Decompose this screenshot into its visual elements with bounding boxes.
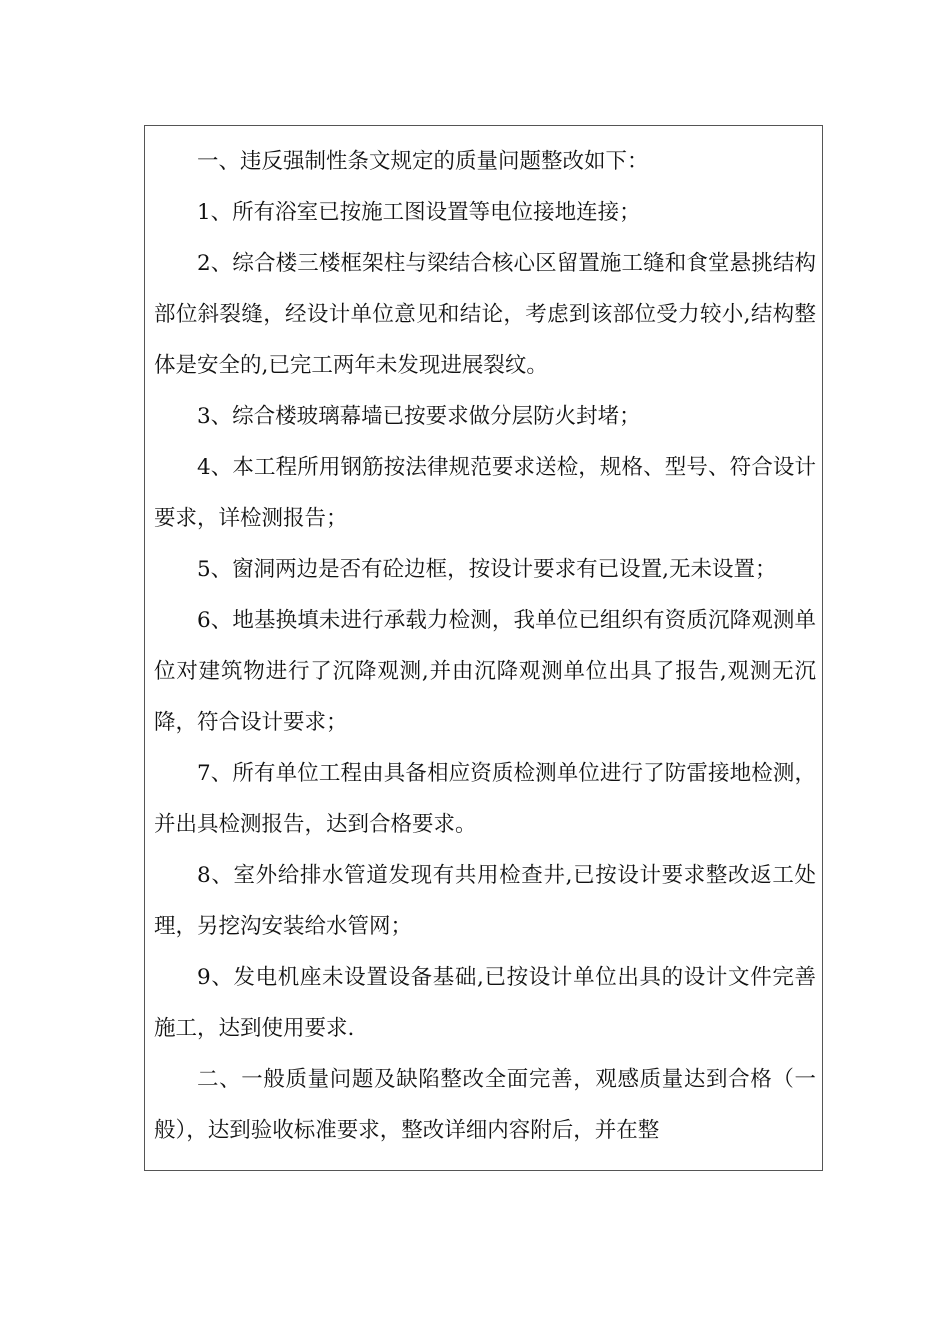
paragraph-item-1: 1、所有浴室已按施工图设置等电位接地连接； (197, 200, 641, 225)
paragraph-item-5: 5、窗洞两边是否有砼边框，按设计要求有已设置,无未设置； (197, 557, 777, 582)
paragraph-item-7: 7、所有单位工程由具备相应资质检测单位进行了防雷接地检测，并出具检测报告，达到合格要求。 (154, 761, 816, 837)
paragraph-heading-2: 二、一般质量问题及缺陷整改全面完善，观感质量达到合格（一般），达到验收标准要求，整改详细内容附后，并在整 (154, 1067, 816, 1143)
paragraph-item-2: 2、综合楼三楼框架柱与梁结合核心区留置施工缝和食堂悬挑结构部位斜裂缝，经设计单位意见和结论，考虑到该部位受力较小,结构整体是安全的,已完工两年未发现进展裂纹。 (154, 251, 816, 378)
paragraph-item-6: 6、地基换填未进行承载力检测，我单位已组织有资质沉降观测单位对建筑物进行了沉降观测,并由沉降观测单位出具了报告,观测无沉降，符合设计要求； (154, 608, 816, 735)
paragraph-item-9: 9、发电机座未设置设备基础,已按设计单位出具的设计文件完善施工，达到使用要求. (154, 965, 816, 1041)
paragraph-item-8: 8、室外给排水管道发现有共用检查井,已按设计要求整改返工处理，另挖沟安装给水管网； (154, 863, 816, 939)
paragraph-item-3: 3、综合楼玻璃幕墙已按要求做分层防火封堵； (197, 404, 641, 429)
paragraph-heading-1: 一、违反强制性条文规定的质量问题整改如下： (197, 149, 649, 174)
document-frame (144, 125, 823, 1171)
paragraph-item-4: 4、本工程所用钢筋按法律规范要求送检，规格、型号、符合设计要求，详检测报告； (154, 455, 816, 531)
document-body (154, 136, 816, 1156)
